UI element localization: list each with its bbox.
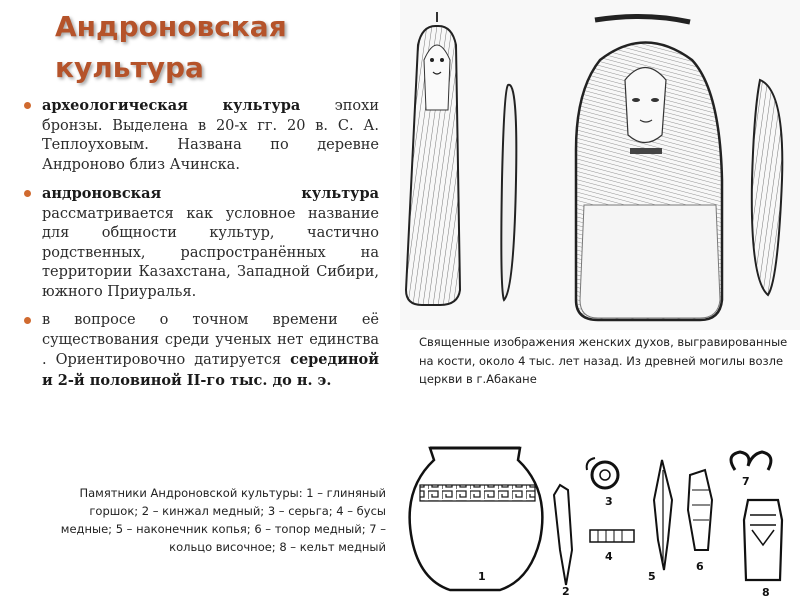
large-figure-engraving — [576, 16, 722, 320]
copper-celt-drawing — [744, 500, 782, 580]
find-number: 8 — [762, 586, 770, 599]
title-line-1: Андроновская — [55, 10, 287, 43]
find-number: 3 — [605, 495, 613, 508]
bone-plate-side — [501, 85, 516, 300]
find-number: 5 — [648, 570, 656, 583]
finds-illustration — [400, 430, 800, 600]
find-number: 2 — [562, 585, 570, 598]
temple-ring-drawing — [731, 452, 771, 470]
bullet-3-text: в вопросе о точном времени её существования среди ученых нет единства . Ориентировочно датируется — [42, 312, 379, 368]
clay-pot-drawing — [410, 448, 543, 590]
bullet-1-bold: археологическая культура — [42, 97, 301, 114]
find-number: 4 — [605, 550, 613, 563]
bone-plate-right — [752, 80, 783, 295]
small-figure-engraving — [406, 12, 460, 305]
find-number: 7 — [742, 475, 750, 488]
bullet-item — [22, 96, 379, 175]
spirit-figures-illustration — [400, 0, 800, 330]
slide-title — [55, 6, 385, 88]
finds-caption: Памятники Андроновской культуры: 1 – глиняный горшок; 2 – кинжал медный; 3 – серьга; 4 – бусы медные; 5 – наконечник копья; 6 – топор медный; 7 – кольцо височное; 8 – кельт медный — [60, 486, 386, 554]
bullet-dot-icon — [24, 317, 31, 324]
find-number: 1 — [478, 570, 486, 583]
title-line-2: культура — [55, 51, 204, 84]
copper-axe-drawing — [688, 470, 712, 550]
bullet-dot-icon — [24, 190, 31, 197]
copper-dagger-drawing — [554, 485, 572, 585]
find-number: 6 — [696, 560, 704, 573]
bullet-3-bold: серединой и 2-й половиной II-го тыс. до н. э. — [42, 351, 379, 389]
bullet-dot-icon — [24, 102, 31, 109]
bullet-2-text: рассматривается как условное название для общности культур, частично родственных, распространённых на территории Казахстана, Западной Сибири, южного Приуралья. — [42, 205, 379, 300]
bullet-list — [22, 96, 379, 400]
bullet-item — [22, 311, 379, 391]
earring-drawing — [587, 458, 618, 488]
bullet-2-bold: андроновская культура — [42, 185, 379, 202]
figures-caption: Священные изображения женских духов, выгравированные на кости, около 4 тыс. лет назад. Из древней могилы возле церкви в г.Абакане — [419, 335, 788, 386]
bullet-item — [22, 184, 379, 302]
bullet-1-text: эпохи бронзы. Выделена в 20-х гг. 20 в. С. А. Теплоуховым. Названа по деревне Андроново близ Ачинска. — [42, 98, 379, 173]
copper-beads-drawing — [590, 530, 634, 542]
